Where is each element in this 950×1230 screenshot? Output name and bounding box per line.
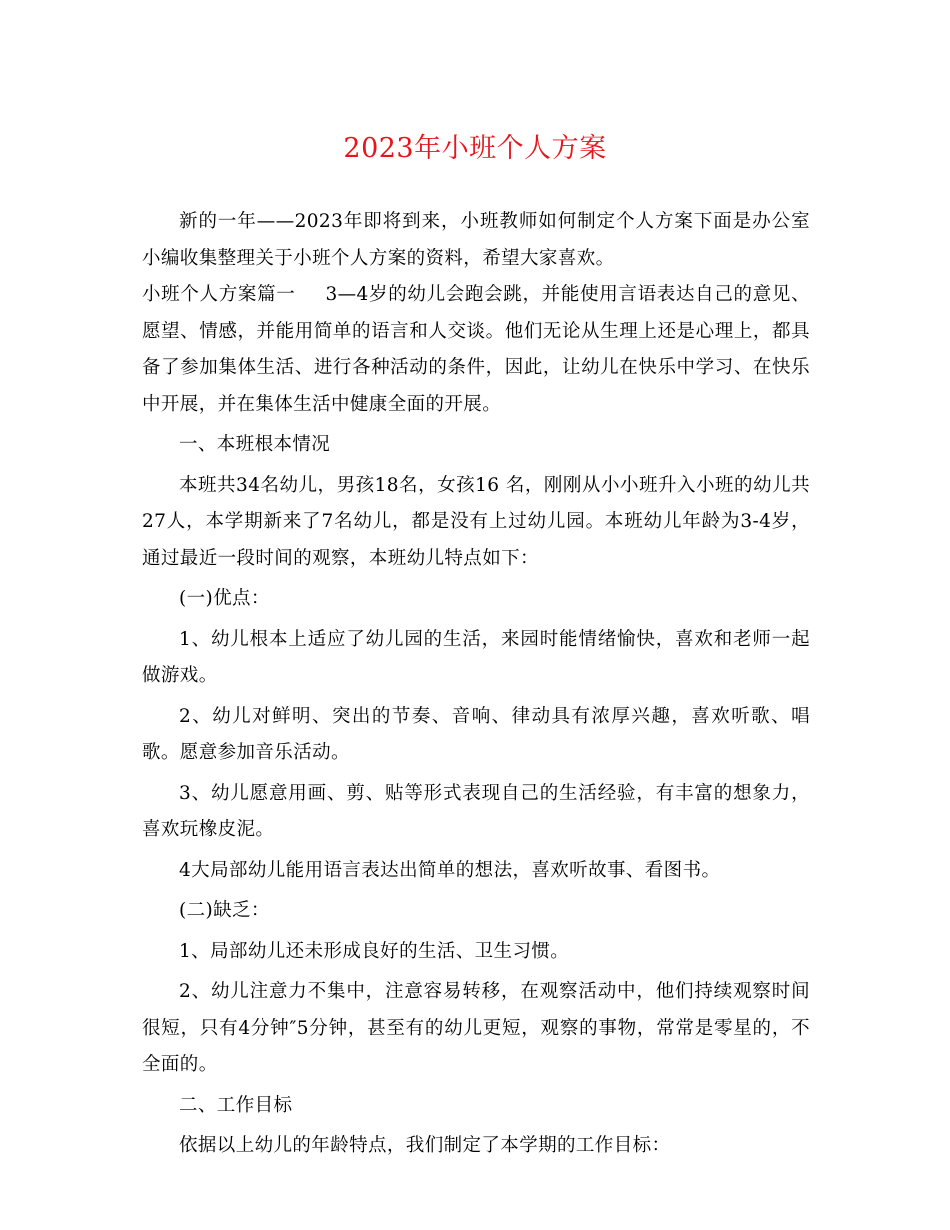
document-body	[142, 204, 810, 1165]
heading-work-goals: 二、工作目标	[179, 1094, 293, 1116]
advantage-item-3: 3、幼儿愿意用画、剪、贴等形式表现自己的生活经验，有丰富的想象力，喜欢玩橡皮泥。	[142, 782, 810, 840]
page-title: 2023年小班个人方案	[343, 133, 607, 164]
intro-paragraph: 新的一年——2023年即将到来，小班教师如何制定个人方案下面是办公室小编收集整理关于小班个人方案的资料，希望大家喜欢。	[142, 211, 810, 269]
heading-shortcomings: (二)缺乏：	[179, 900, 270, 921]
heading-advantages: (一)优点：	[179, 588, 270, 609]
shortcoming-item-1: 1、局部幼儿还未形成良好的生活、卫生习惯。	[179, 940, 570, 962]
section-paragraph	[142, 277, 810, 423]
section-label: 小班个人方案篇一	[142, 284, 296, 305]
advantage-item-2: 2、幼儿对鲜明、突出的节奏、音响、律动具有浓厚兴趣，喜欢听歌、唱歌。愿意参加音乐活动。	[142, 705, 810, 763]
work-goals-paragraph: 依据以上幼儿的年龄特点，我们制定了本学期的工作目标：	[179, 1135, 671, 1156]
advantage-item-4: 4大局部幼儿能用语言表达出简单的想法，喜欢听故事、看图书。	[179, 859, 721, 881]
basic-situation-paragraph: 本班共34名幼儿，男孩18名，女孩16 名，刚刚从小小班升入小班的幼儿共27人，本学期新来了7名幼儿，都是没有上过幼儿园。本班幼儿年龄为3-4岁，通过最近一段时间的观察，本班幼儿特点如下：	[142, 474, 810, 569]
section-text: 3—4岁的幼儿会跑会跳，并能使用言语表达自己的意见、愿望、情感，并能用简单的语言和人交谈。他们无论从生理上还是心理上，都具备了参加集体生活、进行各种活动的条件，因此，让幼儿在快乐中学习、在快乐中开展，并在集体生活中健康全面的开展。	[142, 284, 810, 415]
shortcoming-item-2: 2、幼儿注意力不集中，注意容易转移，在观察活动中，他们持续观察时间很短，只有4分钟″5分钟，甚至有的幼儿更短，观察的事物，常常是零星的，不全面的。	[142, 981, 810, 1075]
advantage-item-1: 1、幼儿根本上适应了幼儿园的生活，来园时能情绪愉快，喜欢和老师一起做游戏。	[142, 628, 810, 686]
heading-basic-situation: 一、本班根本情况	[179, 434, 331, 455]
